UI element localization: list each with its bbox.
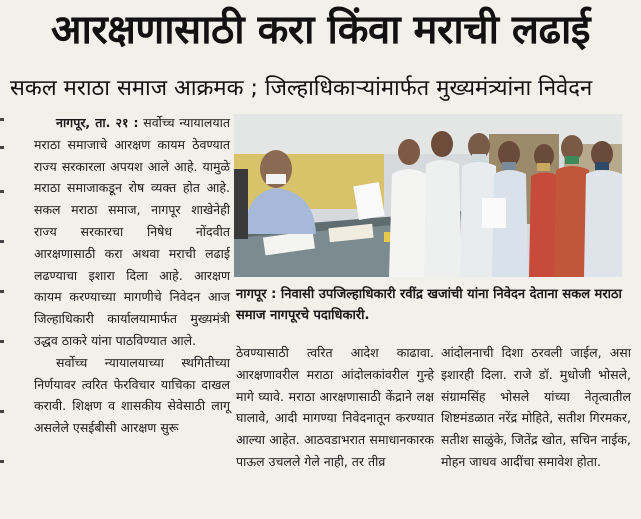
article-column-3: [441, 342, 631, 473]
headline: आरक्षणासाठी करा किंवा मराची लढाई: [50, 7, 591, 53]
article-column-2: [236, 342, 434, 473]
photo-caption: [236, 284, 632, 326]
article-paragraph-3: ठेवण्यासाठी त्वरित आदेश काढावा. आरक्षणावरील मराठा आंदोलकांवरील गुन्हे मागे घ्यावे. मराठा आरक्षणासाठी केंद्राने लक्ष घालावे, आदी मागण्या निवेदनातून करण्यात आल्या आहेत. आठवडाभरात समाधानकारक पाऊल उचलले गेले नाही, तर तीव्र: [236, 345, 434, 469]
news-photo: [234, 114, 622, 277]
adjacent-column-edge: [0, 90, 6, 519]
article-paragraph-2: सर्वोच्च न्यायालयाच्या स्थगितीच्या निर्णयावर त्वरित फेरविचार याचिका दाखल करावी. शिक्षण व शासकीय सेवेसाठी लागू असलेले एसईबीसी आरक्षण सुरू: [34, 354, 230, 436]
subheadline: सकल मराठा समाज आक्रमक ; जिल्हाधिकाऱ्यांमार्फत मुख्यमंत्र्यांना निवेदन: [10, 76, 593, 101]
article-paragraph-4: आंदोलनाची दिशा ठरवली जाईल, असा इशारही दिला. राजे डॉ. मुधोजी भोसले, संग्रामसिंह भोसले यांच्या नेतृत्वातील शिष्टमंडळात नरेंद्र मोहिते, सतीश गिरमकर, सतीश साळुंके, जितेंद्र खोत, सचिन नाईक, मोहन जाधव आदींचा समावेश होता.: [441, 345, 631, 469]
article-paragraph-1: सर्वोच्च न्यायालयात मराठा समाजाचे आरक्षण कायम ठेवण्यात राज्य सरकारला अपयश आले आहे. यामुळे मराठा समाजाकडून रोष व्यक्त होत आहे. सकल मराठा समाज, नागपूर शाखेनेही राज्य सरकारचा निषेध नोंदवीत आरक्षणासाठी करा अथवा मराची लढाई लढण्याचा इशारा दिला आहे. आरक्षण कायम करण्याच्या मागणीचे निवेदन आज जिल्हाधिकारी कार्यालयामार्फत मुख्यमंत्री उद्धव ठाकरे यांना पाठविण्यात आले.: [34, 115, 231, 348]
caption-text: निवासी उपजिल्हाधिकारी रवींद्र खजांची यांना निवेदन देताना सकल मराठा समाज नागपूरचे पदाधिकारी.: [236, 287, 622, 323]
article-column-1: [34, 112, 230, 439]
dateline: नागपूर, ता. २१ :: [56, 115, 139, 130]
caption-place: नागपूर :: [236, 287, 277, 302]
